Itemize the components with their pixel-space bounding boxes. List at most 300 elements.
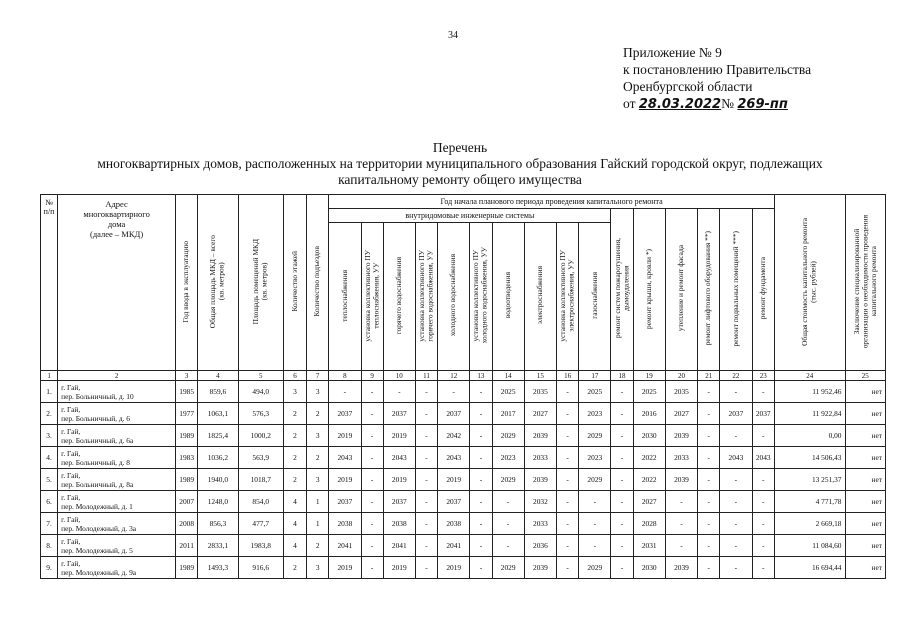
table-cell: 856,3 [198,513,238,535]
table-cell: 2019 [383,469,415,491]
table-cell: 1983 [176,447,198,469]
row-number: 1. [41,381,58,403]
column-numbers-row-group [41,371,886,381]
table-cell: - [611,425,633,447]
table-cell: - [752,469,774,491]
table-cell: нет [845,535,886,557]
table-cell: - [492,491,524,513]
table-cell: 2037 [752,403,774,425]
table-cell: 2029 [579,557,611,579]
column-number: 2 [58,371,176,381]
header-group-systems: внутридомовые инженерные системы [329,209,611,223]
table-cell: 11 952,46 [774,381,845,403]
appendix-block [623,44,811,113]
table-cell: - [720,513,752,535]
table-cell: 3 [283,381,306,403]
table-cell: - [470,425,492,447]
table-cell: - [611,491,633,513]
table-cell: 2023 [579,447,611,469]
table-cell: 2022 [633,469,665,491]
table-cell: - [470,491,492,513]
table-row [41,491,886,513]
column-number: 14 [492,371,524,381]
table-cell: 2037 [438,403,470,425]
header-c14: водоотведения [492,223,524,371]
table-cell: 2039 [524,557,556,579]
table-cell: 2030 [633,557,665,579]
table-cell: 2025 [492,381,524,403]
table-cell: 2043 [720,447,752,469]
column-number: 7 [307,371,329,381]
title-line-3: капитальному ремонту общего имущества [338,172,582,187]
table-cell: - [470,557,492,579]
table-row [41,425,886,447]
table-cell: - [611,535,633,557]
table-cell: 2037 [383,491,415,513]
column-number: 6 [283,371,306,381]
column-number: 11 [415,371,437,381]
table-cell: 2029 [492,469,524,491]
header-c18: ремонт систем пожаротушения, дымоудаления [611,209,633,371]
address-street: пер. Больничный, д. 6а [61,435,134,445]
table-cell: 2 [307,535,329,557]
table-cell: - [557,557,579,579]
table-cell: 2017 [492,403,524,425]
table-cell: - [470,469,492,491]
table-cell: 2039 [665,425,697,447]
table-cell: - [752,557,774,579]
appendix-line-3: Оренбургской области [623,79,753,94]
table-cell: - [470,513,492,535]
table-cell: - [361,535,383,557]
table-cell: - [361,469,383,491]
table-cell: - [720,425,752,447]
table-cell: 2035 [665,381,697,403]
row-number: 9. [41,557,58,579]
table-cell: - [557,491,579,513]
table-row [41,381,886,403]
table-cell: 4 [283,513,306,535]
address-city: г. Гай, [61,448,81,458]
table-cell: 2023 [579,403,611,425]
table-cell: - [557,403,579,425]
column-number: 18 [611,371,633,381]
table-cell: 2027 [633,491,665,513]
address-cell [58,535,176,557]
title-line-2: многоквартирных домов, расположенных на территории муниципального образования Гайский городской округ, подлежащих [97,156,823,171]
table-cell: 1 [307,513,329,535]
table-cell: - [361,403,383,425]
table-cell: 2037 [720,403,752,425]
column-number: 21 [698,371,720,381]
table-cell: 2023 [492,447,524,469]
address-street: пер. Больничный, д. 6 [61,413,131,423]
table-cell: - [720,535,752,557]
table-cell: 2043 [438,447,470,469]
table-cell: - [470,447,492,469]
table-cell: 563,9 [238,447,283,469]
column-number: 22 [720,371,752,381]
table-cell: 16 694,44 [774,557,845,579]
table-cell: 11 084,60 [774,535,845,557]
header-c20: утепление и ремонт фасада [665,209,697,371]
table-cell: 2038 [329,513,361,535]
header-address: Адрес многоквартирного дома (далее – МКД) [58,195,176,371]
table-cell: - [361,513,383,535]
table-cell: - [579,513,611,535]
table-cell: 2019 [438,557,470,579]
table-cell: 2037 [329,403,361,425]
table-cell: 2029 [579,469,611,491]
table-cell: нет [845,425,886,447]
header-c12: холодного водоснабжения [438,223,470,371]
table-cell: 859,6 [198,381,238,403]
row-number: 2. [41,403,58,425]
table-cell: 2011 [176,535,198,557]
table-cell: 576,3 [238,403,283,425]
column-number: 1 [41,371,58,381]
table-cell: - [752,491,774,513]
address-cell [58,513,176,535]
column-number: 8 [329,371,361,381]
table-cell: 2033 [524,513,556,535]
table-cell: - [492,513,524,535]
column-number: 19 [633,371,665,381]
table-cell: 1018,7 [238,469,283,491]
address-city: г. Гай, [61,514,81,524]
row-number: 3. [41,425,58,447]
table-cell: нет [845,491,886,513]
table-cell: - [611,447,633,469]
table-cell: 854,0 [238,491,283,513]
buildings-table [40,194,886,579]
table-cell: 2025 [579,381,611,403]
table-cell: 2031 [633,535,665,557]
table-cell: 2036 [524,535,556,557]
table-cell: 4 771,78 [774,491,845,513]
table-cell: - [557,381,579,403]
table-cell: 1248,0 [198,491,238,513]
table-cell: 2019 [383,425,415,447]
table-cell: - [752,425,774,447]
table-cell: 2039 [524,425,556,447]
table-cell: 2016 [633,403,665,425]
table-cell: - [698,469,720,491]
table-cell: - [698,491,720,513]
table-cell: - [415,381,437,403]
table-cell: - [415,513,437,535]
header-c21: ремонт лифтового оборудования **) [698,209,720,371]
table-cell: 2 [283,447,306,469]
decree-number: 269-пп [737,97,788,112]
address-street: пер. Больничный, д. 8 [61,457,131,467]
table-cell: 1989 [176,557,198,579]
header-year-built: Год ввода в эксплуатацию [176,195,198,371]
table-cell: - [698,381,720,403]
table-cell: - [415,557,437,579]
address-street: пер. Молодежный, д. 3а [61,523,137,533]
table-cell: 2029 [492,425,524,447]
appendix-line-1: Приложение № 9 [623,45,722,60]
table-cell: 2019 [329,557,361,579]
table-cell: - [720,469,752,491]
table-cell: 1036,2 [198,447,238,469]
table-cell: 3 [307,469,329,491]
table-cell: - [665,513,697,535]
table-cell: - [698,447,720,469]
table-cell: 2041 [438,535,470,557]
table-cell: 1825,4 [198,425,238,447]
table-cell: - [611,469,633,491]
column-number: 20 [665,371,697,381]
address-city: г. Гай, [61,404,81,414]
table-cell: - [698,557,720,579]
header-c23: ремонт фундамента [752,209,774,371]
address-city: г. Гай, [61,558,81,568]
table-cell: нет [845,447,886,469]
table-cell: 2043 [329,447,361,469]
table-cell: - [361,557,383,579]
column-number: 10 [383,371,415,381]
table-cell: 2037 [383,403,415,425]
header-total-area: Общая площадь МКД – всего (кв. метров) [198,195,238,371]
table-cell: 2041 [329,535,361,557]
table-cell: 2039 [665,557,697,579]
table-cell: - [611,381,633,403]
table-cell: 3 [307,557,329,579]
number-label: № [721,96,734,111]
column-number: 13 [470,371,492,381]
table-cell: 2035 [524,381,556,403]
table-cell: - [415,491,437,513]
table-cell: - [329,381,361,403]
row-number: 5. [41,469,58,491]
column-numbers-row [41,371,886,381]
table-cell: - [752,381,774,403]
table-cell: 2043 [383,447,415,469]
table-cell: - [720,381,752,403]
page-number: 34 [448,30,458,41]
header-c16: установка коллективного ПУ электроснабжения, УУ [557,223,579,371]
table-cell: нет [845,403,886,425]
table-cell: - [470,381,492,403]
address-city: г. Гай, [61,426,81,436]
address-cell [58,381,176,403]
table-cell: 2019 [329,469,361,491]
column-number: 15 [524,371,556,381]
column-number: 9 [361,371,383,381]
table-cell: - [665,491,697,513]
header-c10: горячего водоснабжения [383,223,415,371]
column-number: 4 [198,371,238,381]
column-number: 17 [579,371,611,381]
table-cell: - [492,535,524,557]
table-cell: 2029 [492,557,524,579]
table-cell: 4 [283,535,306,557]
table-cell: 1977 [176,403,198,425]
address-street: пер. Молодежный, д. 5 [61,545,133,555]
table-cell: 2033 [665,447,697,469]
header-c13: установка коллективного ПУ холодного водоснабжения, УУ [470,223,492,371]
table-cell: - [415,535,437,557]
table-cell: 2833,1 [198,535,238,557]
table-cell: 916,6 [238,557,283,579]
table-cell: - [720,491,752,513]
table-cell: 2038 [383,513,415,535]
table-cell: 0,00 [774,425,845,447]
table-cell: - [698,425,720,447]
row-number: 6. [41,491,58,513]
table-cell: 2027 [665,403,697,425]
header-c8: теплоснабжения [329,223,361,371]
table-cell: 2 669,18 [774,513,845,535]
table-row [41,469,886,491]
address-street: пер. Больничный, д. 10 [61,391,134,401]
table-cell: 477,7 [238,513,283,535]
table-cell: 2025 [633,381,665,403]
column-number: 16 [557,371,579,381]
appendix-line-4 [623,95,811,113]
table-cell: 2019 [329,425,361,447]
header-floors: Количество этажей [283,195,306,371]
table-cell: - [415,425,437,447]
appendix-line-2: к постановлению Правительства [623,62,812,77]
header-c25: Заключение специализированной организации о необходимости проведения капитального ремонта [845,195,886,371]
title-line-1: Перечень [432,140,488,155]
table-cell: 2033 [524,447,556,469]
table-row [41,513,886,535]
address-cell [58,447,176,469]
table-cell: 2043 [752,447,774,469]
document-title [40,140,880,188]
from-label: от [623,96,636,111]
header-group-main: Год начала планового периода проведения капитального ремонта [329,195,775,209]
header-c24: Общая стоимость капитального ремонта (тыс. рублей) [774,195,845,371]
table-cell: - [557,447,579,469]
address-cell [58,425,176,447]
table-cell: 13 251,37 [774,469,845,491]
table-cell: - [383,381,415,403]
table-cell: 14 506,43 [774,447,845,469]
table-cell: 1063,1 [198,403,238,425]
table-cell: - [579,491,611,513]
table-cell: - [720,557,752,579]
table-row [41,447,886,469]
address-street: пер. Молодежный, д. 9а [61,567,137,577]
table-cell: - [361,491,383,513]
table-cell: - [579,535,611,557]
table-cell: - [415,403,437,425]
table-cell: 2022 [633,447,665,469]
table-cell: 2042 [438,425,470,447]
table-cell: 2027 [524,403,556,425]
table-cell: 1 [307,491,329,513]
address-street: пер. Молодежный, д. 1 [61,501,133,511]
table-cell: 2037 [329,491,361,513]
header-entrances: Количество подъездов [307,195,329,371]
table-cell: 2028 [633,513,665,535]
table-cell: - [752,513,774,535]
column-number: 25 [845,371,886,381]
table-cell: 2 [283,425,306,447]
table-cell: - [665,535,697,557]
table-cell: 1493,3 [198,557,238,579]
table-cell: - [470,403,492,425]
table-cell: - [557,535,579,557]
table-row [41,403,886,425]
address-city: г. Гай, [61,470,81,480]
header-num: № п/п [41,195,58,371]
column-number: 24 [774,371,845,381]
table-cell: - [698,403,720,425]
decree-date: 28.03.2022 [638,97,722,112]
row-number: 4. [41,447,58,469]
table-cell: 2 [307,403,329,425]
table-cell: 3 [307,425,329,447]
header-c19: ремонт крыши, кровли *) [633,209,665,371]
table-cell: - [361,447,383,469]
header-c22: ремонт подвальных помещений ***) [720,209,752,371]
table-cell: - [361,425,383,447]
table-cell: 2 [283,557,306,579]
table-cell: 2030 [633,425,665,447]
table-cell: 11 922,84 [774,403,845,425]
header-c15: электроснабжения [524,223,556,371]
address-city: г. Гай, [61,492,81,502]
table-body [41,381,886,579]
table-cell: нет [845,557,886,579]
table-cell: 2032 [524,491,556,513]
header-c9: установка коллективного ПУ теплоснабжения, УУ [361,223,383,371]
table-cell: 3 [307,381,329,403]
table-cell: - [415,447,437,469]
table-cell: - [557,425,579,447]
table-cell: - [611,403,633,425]
table-cell: 2029 [579,425,611,447]
table-cell: 1989 [176,469,198,491]
row-number: 7. [41,513,58,535]
table-cell: 494,0 [238,381,283,403]
table-cell: нет [845,381,886,403]
table-cell: - [557,513,579,535]
table-cell: - [698,535,720,557]
table-cell: 4 [283,491,306,513]
table-cell: - [611,557,633,579]
table-cell: 2008 [176,513,198,535]
column-number: 23 [752,371,774,381]
row-number: 8. [41,535,58,557]
table-cell: - [415,469,437,491]
table-cell: - [361,381,383,403]
table-cell: 1983,8 [238,535,283,557]
table-cell: 2 [307,447,329,469]
address-cell [58,469,176,491]
table-cell: 1985 [176,381,198,403]
table-cell: 2039 [665,469,697,491]
table-cell: 2019 [383,557,415,579]
table-cell: - [557,469,579,491]
table-cell: 2039 [524,469,556,491]
table-cell: - [611,513,633,535]
table-cell: - [470,535,492,557]
address-cell [58,403,176,425]
table-cell: нет [845,469,886,491]
address-cell [58,491,176,513]
table-row [41,557,886,579]
column-number: 12 [438,371,470,381]
address-cell [58,557,176,579]
table-cell: 2038 [438,513,470,535]
